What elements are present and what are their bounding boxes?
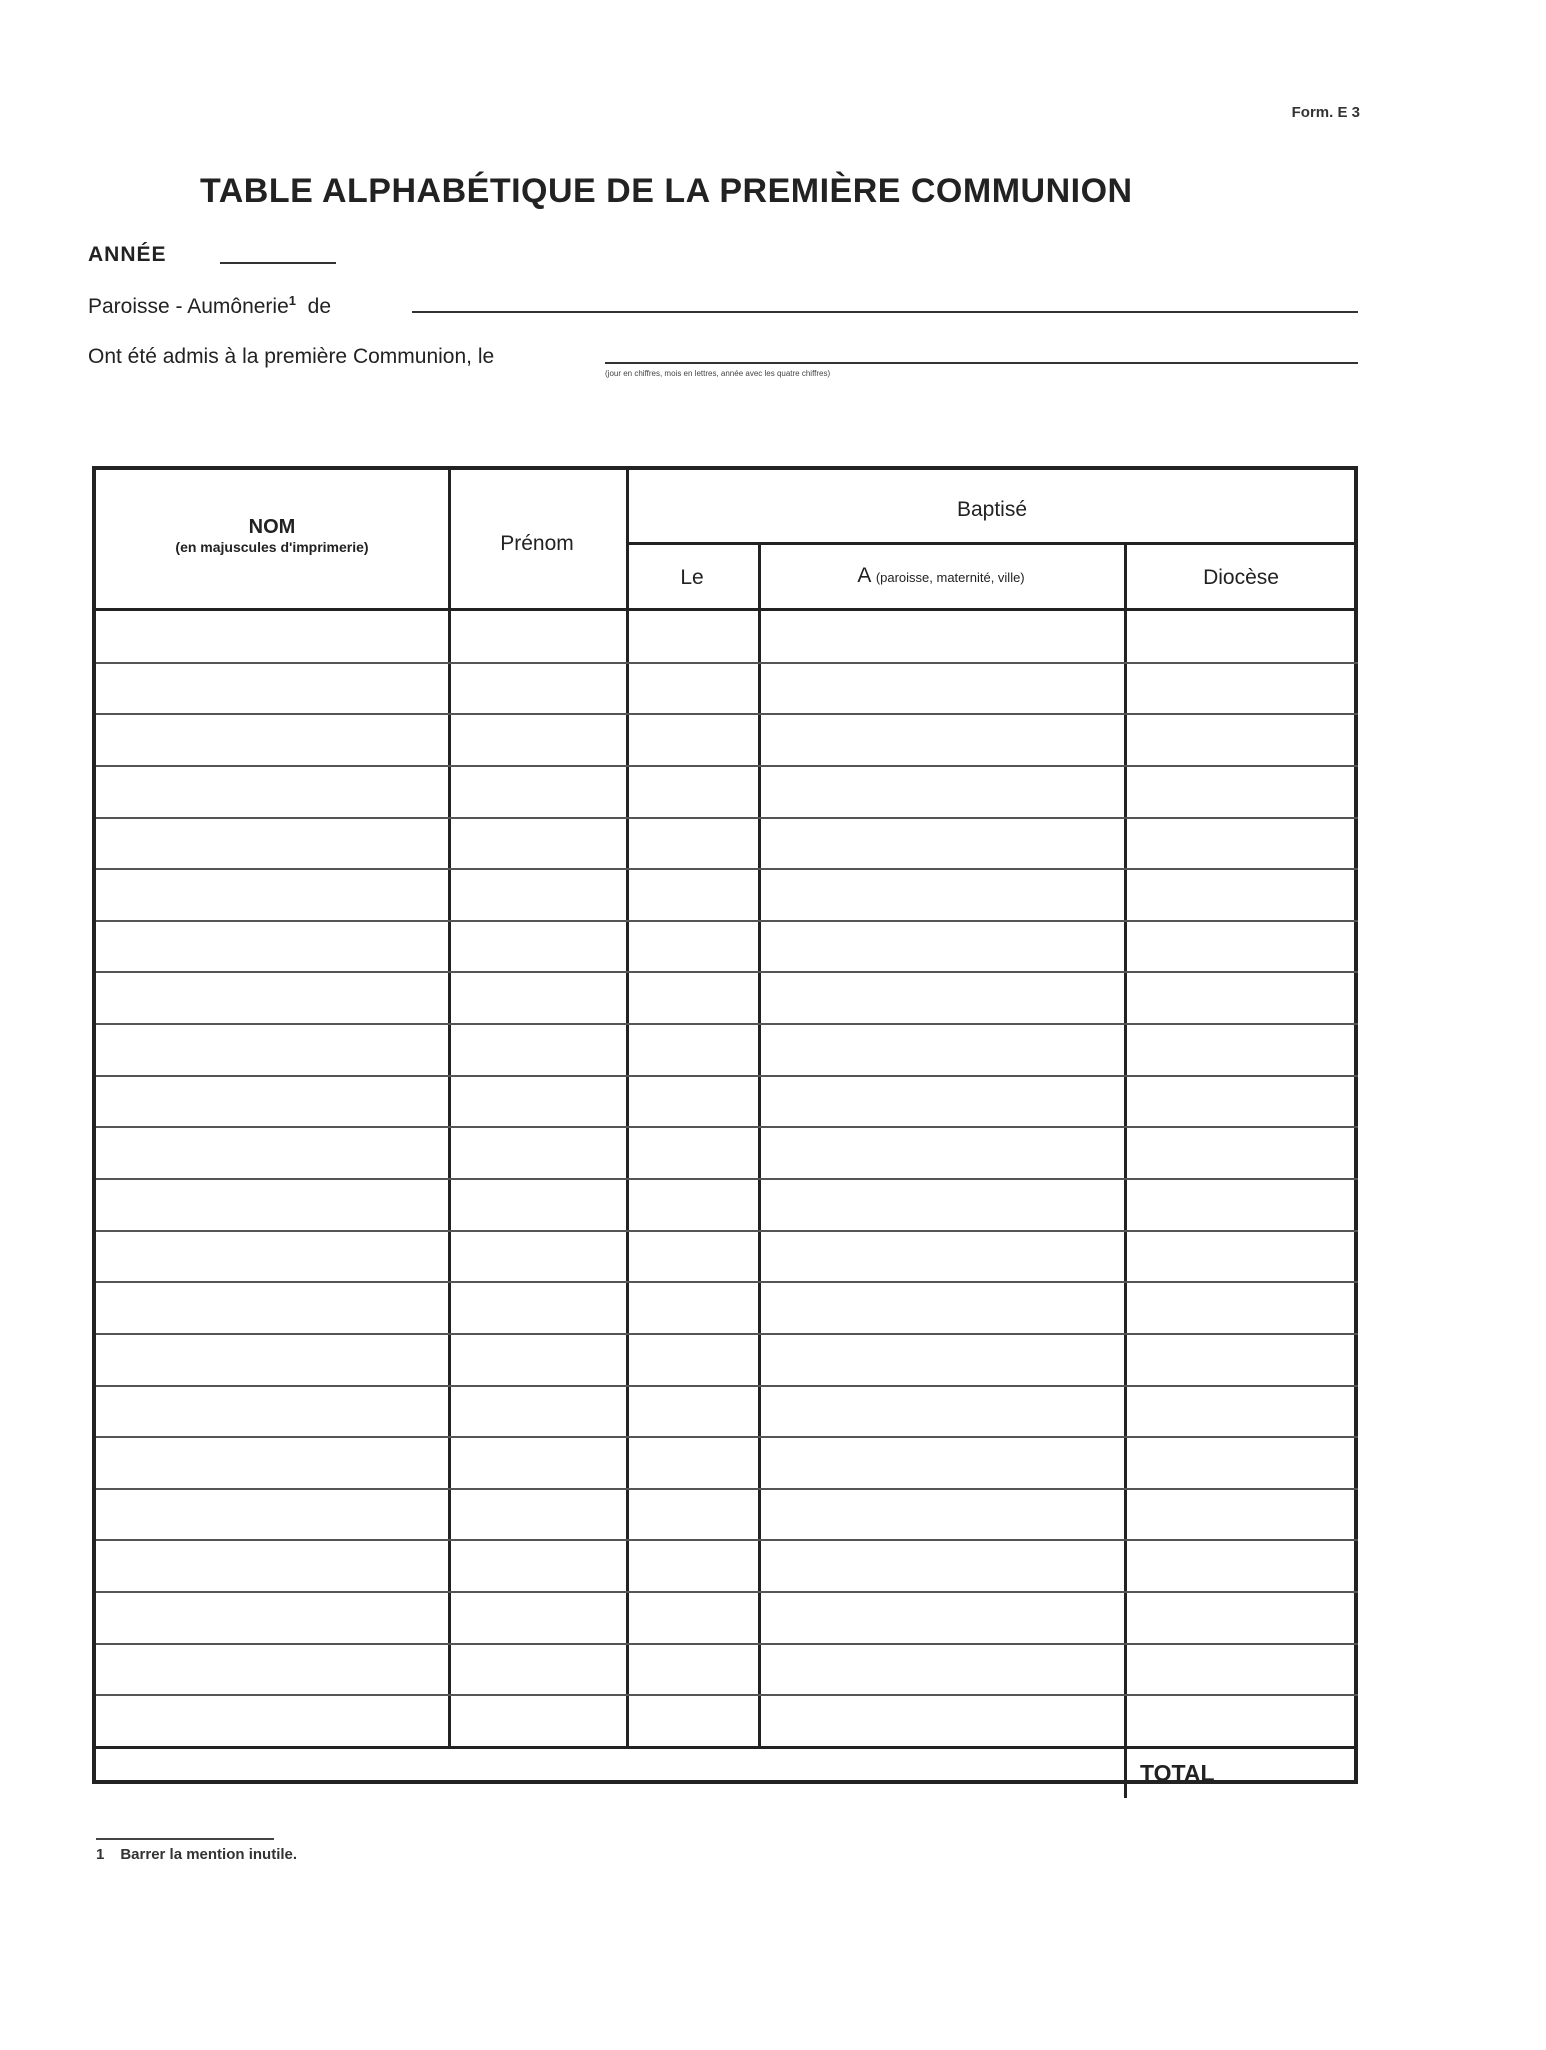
header-a bbox=[758, 564, 1124, 588]
header-baptise: Baptisé bbox=[956, 498, 1028, 521]
paroisse-suffix: de bbox=[307, 295, 332, 318]
header-le: Le bbox=[680, 566, 704, 589]
table-row-line bbox=[96, 1436, 1358, 1438]
header-bottom-line bbox=[96, 608, 1358, 611]
col-divider-a bbox=[1124, 544, 1127, 1798]
table-row-line bbox=[96, 1385, 1358, 1387]
annee-label: ANNÉE bbox=[88, 243, 167, 266]
table-row-line bbox=[96, 1126, 1358, 1128]
page-title: TABLE ALPHABÉTIQUE DE LA PREMIÈRE COMMUNION bbox=[200, 172, 1133, 210]
table-row-line bbox=[96, 662, 1358, 664]
annee-input-line[interactable] bbox=[220, 262, 336, 264]
table-row-line bbox=[96, 1230, 1358, 1232]
communion-table bbox=[92, 466, 1358, 1784]
admis-label: Ont été admis à la première Communion, le bbox=[88, 345, 495, 368]
footnote-text: Barrer la mention inutile. bbox=[120, 1846, 298, 1863]
paroisse-input-line[interactable] bbox=[412, 311, 1358, 313]
table-row-line bbox=[96, 713, 1358, 715]
table-row-line bbox=[96, 971, 1358, 973]
table-row-line bbox=[96, 1023, 1358, 1025]
table-row-line bbox=[96, 1643, 1358, 1645]
header-a-sublabel: (paroisse, maternité, ville) bbox=[875, 570, 1025, 585]
admis-date-note: (jour en chiffres, mois en lettres, année avec les quatre chiffres) bbox=[605, 369, 831, 378]
footnote-marker: 1 bbox=[288, 293, 296, 308]
header-a-label: A bbox=[857, 564, 872, 587]
table-row-line bbox=[96, 1539, 1358, 1541]
table-row-line bbox=[96, 817, 1358, 819]
table-row-line bbox=[96, 1488, 1358, 1490]
table-row-line bbox=[96, 868, 1358, 870]
header-nom bbox=[96, 516, 448, 555]
total-row-top-line bbox=[96, 1746, 1358, 1749]
header-nom-sublabel: (en majuscules d'imprimerie) bbox=[175, 539, 369, 555]
header-diocese: Diocèse bbox=[1203, 566, 1279, 589]
footnote-separator bbox=[96, 1838, 274, 1840]
table-row-line bbox=[96, 920, 1358, 922]
baptise-header-underline bbox=[626, 542, 1358, 545]
table-row-line bbox=[96, 1694, 1358, 1696]
form-reference: Form. E 3 bbox=[1291, 104, 1360, 121]
table-row-line bbox=[96, 1281, 1358, 1283]
footnote bbox=[96, 1846, 297, 1863]
paroisse-label-row bbox=[88, 293, 331, 319]
header-prenom: Prénom bbox=[500, 532, 574, 555]
table-row-line bbox=[96, 1333, 1358, 1335]
total-label: TOTAL bbox=[1140, 1760, 1215, 1786]
header-nom-label: NOM bbox=[248, 516, 296, 538]
col-divider-le bbox=[758, 544, 761, 1748]
table-row-line bbox=[96, 765, 1358, 767]
table-row-line bbox=[96, 1075, 1358, 1077]
table-row-line bbox=[96, 1178, 1358, 1180]
paroisse-label: Paroisse - Aumônerie bbox=[88, 295, 289, 318]
admis-date-input-line[interactable] bbox=[605, 362, 1358, 364]
footnote-number: 1 bbox=[96, 1846, 105, 1863]
table-row-line bbox=[96, 1591, 1358, 1593]
